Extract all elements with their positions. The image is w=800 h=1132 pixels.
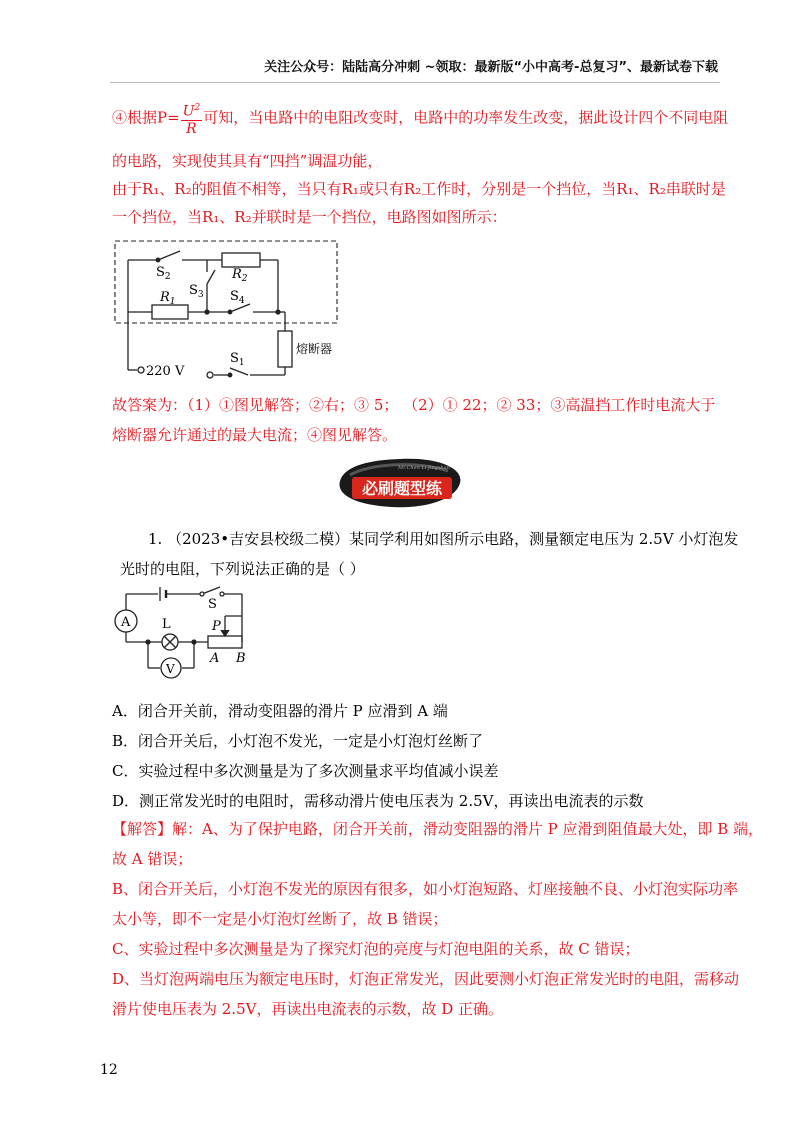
rheostat [208, 636, 242, 648]
label-lamp: L [162, 617, 171, 632]
label-ammeter: A [121, 615, 131, 630]
section-badge [330, 455, 470, 511]
formula-denominator: R [186, 120, 197, 137]
four-gear-circuit-diagram [110, 236, 350, 386]
answer-line-1-prefix: ④根据P= [112, 108, 180, 127]
formula-exponent: 2 [194, 103, 201, 113]
option-a: A．闭合开关前，滑动变阻器的滑片 P 应滑到 A 端 [112, 702, 448, 720]
label-s1: $S_1$ [230, 351, 245, 368]
label-r1: $R_1$ [160, 290, 176, 307]
lamp-resistance-circuit-diagram [110, 584, 260, 680]
label-s4: $S_4$ [230, 289, 245, 306]
label-s2: $S_2$ [156, 265, 171, 282]
answer-line-1 [112, 100, 728, 137]
question-1-line-2: 光时的电阻，下列说法正确的是（ ） [120, 560, 365, 578]
answer-line-1-suffix: 可知，当电路中的电阻改变时，电路中的功率发生改变，据此设计四个不同电阻 [203, 108, 729, 127]
power-formula-fraction [181, 100, 203, 137]
final-answer-line-2: 熔断器允许通过的最大电流；④图见解答。 [112, 426, 398, 444]
formula-numerator: U [182, 103, 195, 120]
fuse [278, 331, 292, 367]
solution-line-4: 太小等，即不一定是小灯泡灯丝断了，故 B 错误； [112, 910, 448, 928]
header-divider [110, 82, 720, 83]
badge-signature: Mr.Chen Li Jingshan [398, 465, 450, 471]
answer-line-3: 由于R₁、R₂的阻值不相等，当只有R₁或只有R₂工作时，分别是一个挡位，当R₁、R₂串联时是 [112, 180, 726, 198]
label-slider: P [212, 619, 221, 634]
option-c: C．实验过程中多次测量是为了多次测量求平均值减小误差 [112, 762, 499, 780]
solution-line-1: 【解答】解：A、为了保护电路，闭合开关前，滑动变阻器的滑片 P 应滑到阻值最大处，即 B 端， [112, 820, 764, 838]
page-header: 关注公众号：陆陆高分冲刺 ~领取：最新版“小中高考-总复习”、最新试卷下载 [264, 60, 718, 75]
final-answer-line-1: 故答案为：（1）①图见解答；②右；③ 5； （2）① 22；② 33；③高温挡工作时电流大于 [112, 396, 716, 414]
option-b: B．闭合开关后，小灯泡不发光，一定是小灯泡灯丝断了 [112, 732, 484, 750]
resistor-r1 [152, 305, 188, 319]
answer-line-2: 的电路，实现使其具有“四挡”调温功能， [112, 152, 383, 170]
switch-s3-blade [207, 270, 215, 284]
solution-line-6: D、当灯泡两端电压为额定电压时，灯泡正常发光，因此要测小灯泡正常发光时的电阻，需移动 [112, 970, 740, 988]
solution-line-7: 滑片使电压表为 2.5V，再读出电流表的示数，故 D 正确。 [112, 1000, 504, 1018]
switch-s2-blade [158, 251, 180, 260]
label-fuse: 熔断器 [296, 342, 333, 356]
option-d: D．测正常发光时的电阻时，需移动滑片使电压表为 2.5V，再读出电流表的示数 [112, 792, 644, 810]
badge-title: 必刷题型练 [361, 479, 443, 498]
switch-s1-blade [230, 368, 248, 375]
solution-line-2: 故 A 错误； [112, 850, 193, 868]
question-1-line-1: 1. （2023•吉安县校级二模）某同学利用如图所示电路，测量额定电压为 2.5V 小灯泡发 [148, 530, 739, 548]
switch-s-blade [202, 587, 220, 594]
label-voltage: 220 V [146, 364, 185, 379]
label-end-a: A [210, 651, 220, 666]
solution-line-5: C、实验过程中多次测量是为了探究灯泡的亮度与灯泡电阻的关系，故 C 错误； [112, 940, 640, 958]
label-end-b: B [236, 651, 246, 666]
label-s3: $S_3$ [189, 283, 204, 300]
resistor-r2 [222, 253, 260, 267]
label-voltmeter: V [166, 662, 175, 676]
answer-line-4: 一个挡位，当R₁、R₂并联时是一个挡位，电路图如图所示： [112, 208, 507, 226]
page-number: 12 [100, 1062, 118, 1078]
label-switch: S [208, 597, 217, 612]
solution-line-3: B、闭合开关后，小灯泡不发光的原因有很多，如小灯泡短路、灯座接触不良、小灯泡实际功率 [112, 880, 739, 898]
label-r2: $R_2$ [232, 267, 248, 284]
